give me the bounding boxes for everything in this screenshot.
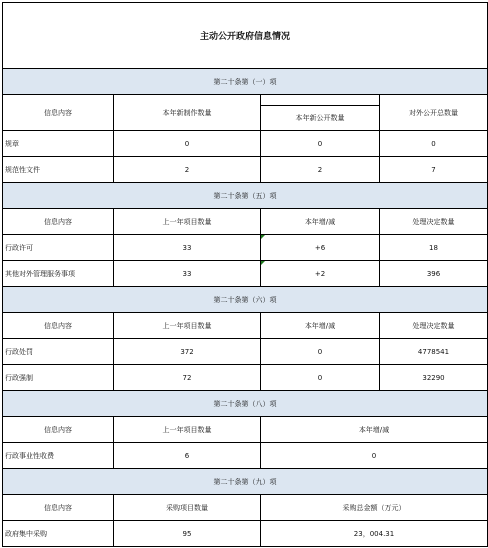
header-row	[3, 417, 487, 443]
section-heading: 第二十条第（九）项	[213, 477, 277, 486]
table-cell: 0	[114, 131, 261, 156]
column-header: 信息内容	[3, 209, 114, 234]
disclosure-table	[2, 2, 488, 547]
column-header: 本年增/减	[261, 313, 380, 338]
table-row	[3, 261, 487, 287]
table-row	[3, 131, 487, 157]
column-header-split	[261, 95, 380, 130]
table-row	[3, 365, 487, 391]
row-label: 规章	[3, 131, 114, 156]
column-header: 采购项目数量	[114, 495, 261, 520]
column-header: 信息内容	[3, 313, 114, 338]
header-row	[3, 313, 487, 339]
column-header: 采购总金额（万元）	[342, 503, 406, 512]
column-header: 上一年项目数量	[114, 209, 261, 234]
table-cell: 0	[431, 139, 436, 148]
column-header: 本年新制作数量	[114, 95, 261, 130]
table-cell: 33	[114, 235, 261, 260]
column-header: 处理决定数量	[412, 321, 455, 330]
table-cell: 18	[429, 243, 438, 252]
section-heading: 第二十条第（八）项	[213, 399, 277, 408]
column-header: 上一年项目数量	[114, 313, 261, 338]
table-row	[3, 339, 487, 365]
header-row	[3, 95, 487, 131]
row-label: 行政处罚	[3, 339, 114, 364]
table-cell: 372	[114, 339, 261, 364]
table-title: 主动公开政府信息情况	[199, 32, 290, 42]
table-cell: 2	[261, 157, 380, 182]
section-heading-row	[3, 391, 487, 417]
column-header: 信息内容	[3, 95, 114, 130]
row-label: 行政事业性收费	[3, 443, 114, 468]
column-header: 处理决定数量	[412, 217, 455, 226]
header-row	[3, 495, 487, 521]
table-cell: 23，004.31	[353, 529, 395, 538]
table-cell: 0	[261, 131, 380, 156]
table-cell: 4778541	[417, 347, 450, 356]
table-cell: 7	[431, 165, 436, 174]
section-heading: 第二十条第（六）项	[213, 295, 277, 304]
section-heading-row	[3, 469, 487, 495]
row-label: 其他对外管理服务事项	[3, 261, 114, 286]
header-divider	[261, 95, 379, 106]
section-heading-row	[3, 69, 487, 95]
section-heading-row	[3, 287, 487, 313]
column-header: 上一年项目数量	[114, 417, 261, 442]
column-header: 信息内容	[3, 495, 114, 520]
table-cell: 2	[114, 157, 261, 182]
table-cell: 0	[261, 339, 380, 364]
table-cell: 0	[371, 451, 377, 460]
column-header: 对外公开总数量	[409, 108, 458, 117]
column-header: 信息内容	[3, 417, 114, 442]
column-header: 本年新公开数量	[295, 114, 345, 122]
table-title-row	[3, 3, 487, 69]
row-label: 行政强制	[3, 365, 114, 390]
column-header: 本年增/减	[261, 209, 380, 234]
section-heading-row	[3, 183, 487, 209]
table-cell: +2	[261, 261, 380, 286]
row-label: 规范性文件	[3, 157, 114, 182]
table-cell: 95	[114, 521, 261, 546]
table-row	[3, 157, 487, 183]
column-header: 本年增/减	[358, 425, 390, 434]
table-cell: +6	[261, 235, 380, 260]
section-heading: 第二十条第（五）项	[213, 191, 277, 200]
table-row	[3, 521, 487, 547]
table-cell: 72	[114, 365, 261, 390]
table-row	[3, 235, 487, 261]
table-row	[3, 443, 487, 469]
table-cell: 0	[261, 365, 380, 390]
table-cell: 32290	[422, 373, 445, 382]
header-row	[3, 209, 487, 235]
row-label: 行政许可	[3, 235, 114, 260]
table-cell: 396	[426, 269, 441, 278]
table-cell: 33	[114, 261, 261, 286]
table-cell: 6	[114, 443, 261, 468]
section-heading: 第二十条第（一）项	[213, 77, 277, 86]
row-label: 政府集中采购	[3, 521, 114, 546]
